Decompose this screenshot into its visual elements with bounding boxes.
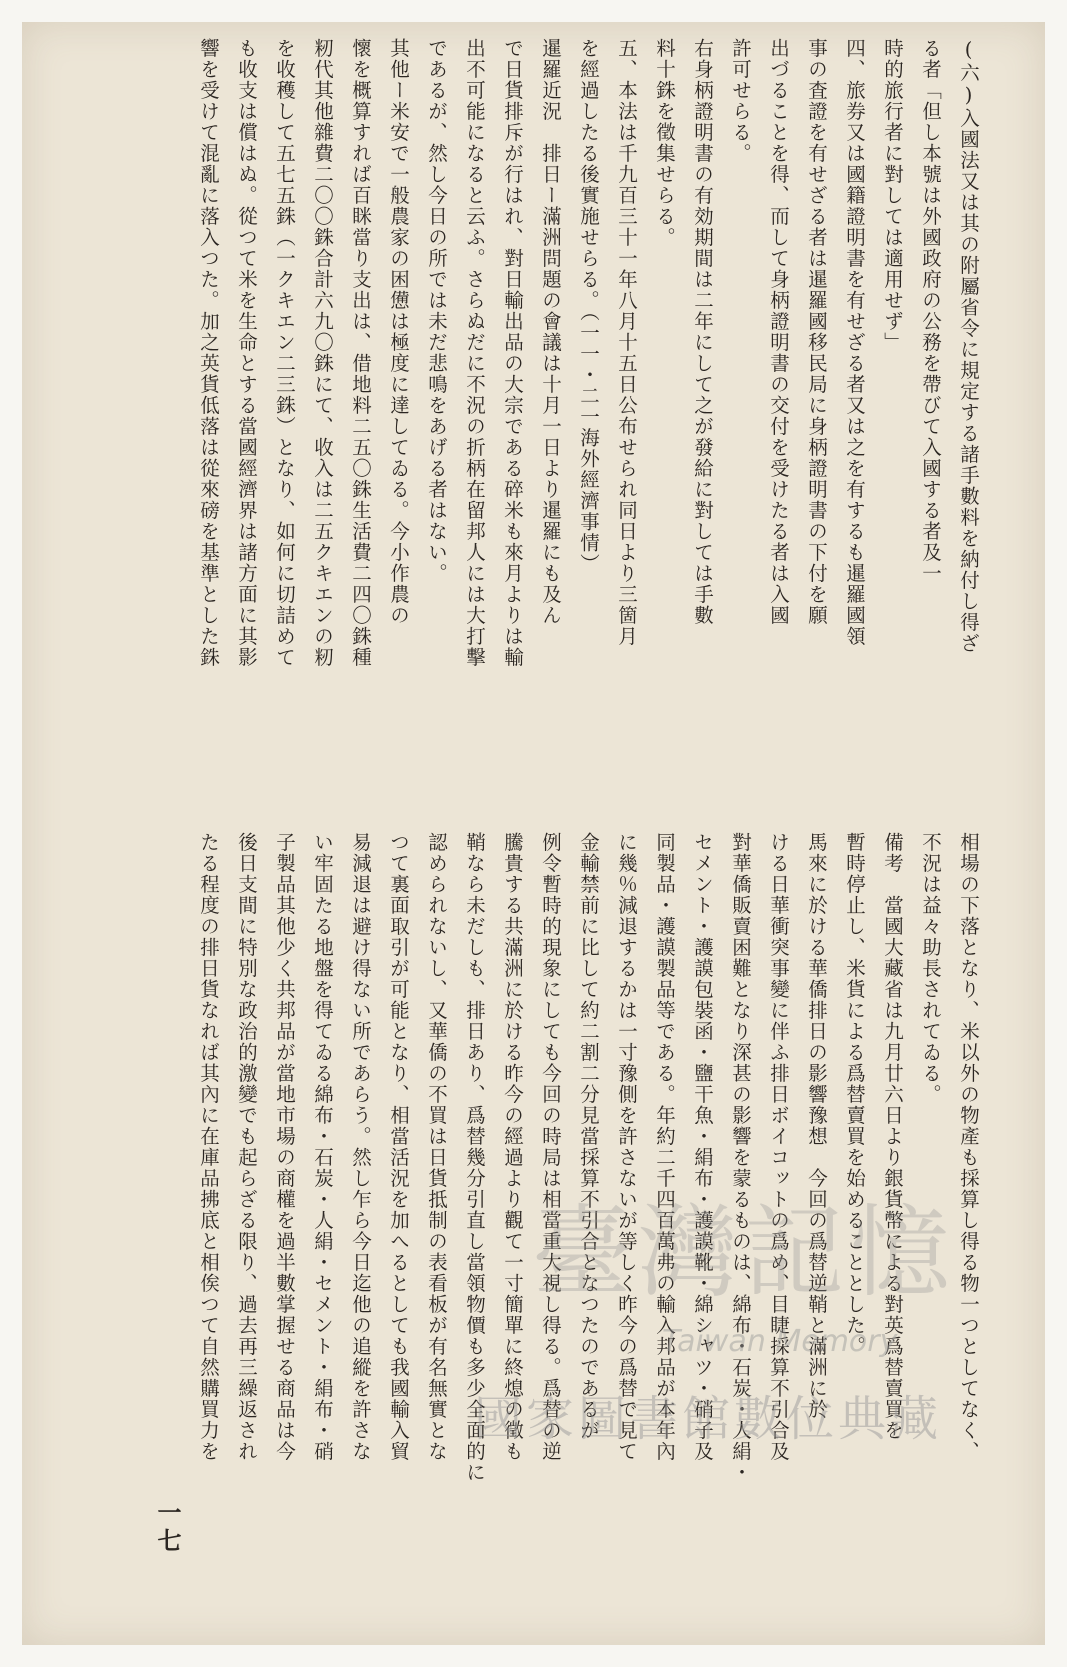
- text-column: であるが、然し今日の所では未だ悲鳴をあげる者はない。: [425, 38, 448, 584]
- text-column: つて裏面取引が可能となり、相當活況を加へるとしても我國輸入貿: [387, 832, 410, 1462]
- text-column: を收穫して五七五銖（一クキエン二三銖）となり、如何に切詰めて: [273, 38, 296, 668]
- text-column: 籾代其他雜費二〇〇銖合計六九〇銖にて、收入は二五クキエンの籾: [311, 38, 334, 668]
- text-column: も收支は償はぬ。從つて米を生命とする當國經濟界は諸方面に其影: [235, 38, 258, 668]
- text-column: 不況は益々助長されてゐる。: [919, 832, 942, 1105]
- text-column: 後日支間に特別な政治的激變でも起らざる限り、過去再三繰返され: [235, 832, 258, 1462]
- text-column: ける日華衝突事變に伴ふ排日ボイコットの爲め、目睫採算不引合及: [767, 832, 790, 1462]
- text-column: 時的旅行者に對しては適用せず」: [881, 38, 904, 353]
- text-column: に幾％減退するかは一寸豫側を許さないが等しく昨今の爲替で見て: [615, 832, 638, 1462]
- page-number: 一七: [153, 1500, 182, 1556]
- text-column: 其他ー米安で一般農家の困憊は極度に達してゐる。今小作農の: [387, 38, 410, 626]
- text-column: 備考 當國大藏省は九月廿六日より銀貨幣による對英爲替賣買を: [881, 832, 904, 1441]
- text-column: セメント・護謨包裝函・鹽干魚・絹布・護謨靴・綿シャツ・硝子及: [691, 832, 714, 1462]
- text-column: 例令暫時的現象にしても今回の時局は相當重大視し得る。爲替の逆: [539, 832, 562, 1462]
- text-column: 金輸禁前に比して約二割二分見當採算不引合となつたのであるが: [577, 832, 600, 1441]
- text-column: で日貨排斥が行はれ、對日輸出品の大宗である碎米も來月よりは輸: [501, 38, 524, 668]
- text-column: 馬來に於ける華僑排日の影響豫想 今回の爲替逆鞘と滿洲に於: [805, 832, 828, 1420]
- watermark-english: Taiwan Memory: [662, 1324, 898, 1359]
- text-column: 五、本法は千九百三十一年八月十五日公布せられ同日より三箇月: [615, 38, 638, 647]
- text-column: 響を受けて混亂に落入つた。加之英貨低落は從來磅を基準とした銖: [197, 38, 220, 668]
- text-column: 認められないし、又華僑の不買は日貨抵制の表看板が有名無實とな: [425, 832, 448, 1462]
- text-column: る者「但し本號は外國政府の公務を帶びて入國する者及一: [919, 38, 942, 584]
- document-page: [22, 22, 1045, 1645]
- text-column: 子製品其他少く共邦品が當地市場の商權を過半數掌握せる商品は今: [273, 832, 296, 1462]
- text-column: 對華僑販賣困難となり深甚の影響を蒙るものは、綿布・石炭・人絹・: [729, 832, 752, 1483]
- text-column: 右身柄證明書の有効期間は二年にして之が發給に對しては手數: [691, 38, 714, 626]
- text-column: 易減退は避け得ない所であらう。然し乍ら今日迄他の追縱を許さな: [349, 832, 372, 1462]
- text-column: 同製品・護謨製品等である。年約二千四百萬弗の輸入邦品が本年內: [653, 832, 676, 1462]
- text-column: たる程度の排日貨なれば其內に在庫品拂底と相俟つて自然購買力を: [197, 832, 220, 1462]
- text-column: 出づることを得、而して身柄證明書の交付を受けたる者は入國: [767, 38, 790, 626]
- text-column: 相場の下落となり、米以外の物產も採算し得る物一つとしてなく、: [957, 832, 980, 1462]
- text-column: 許可せらる。: [729, 38, 752, 164]
- text-column: 事の査證を有せざる者は暹羅國移民局に身柄證明書の下付を願: [805, 38, 828, 626]
- text-column: 暫時停止し、米貨による爲替賣買を始めることとした。: [843, 832, 866, 1357]
- watermark-library-name: 國家圖書館數位典藏: [474, 1391, 943, 1447]
- upper-text-block: [189, 38, 987, 788]
- text-column: (六)入國法又は其の附屬省令に規定する諸手數料を納付し得ざ: [957, 38, 980, 654]
- watermark-logo-text: 臺灣記憶: [532, 1194, 956, 1311]
- text-column: 懷を概算すれば百眯當り支出は、借地料二五〇銖生活費二四〇銖種: [349, 38, 372, 668]
- text-column: 騰貴する共滿洲に於ける昨今の經過より觀て一寸簡單に終熄の徵も: [501, 832, 524, 1462]
- text-column: 出不可能になると云ふ。さらぬだに不況の折柄在留邦人には大打擊: [463, 38, 486, 668]
- text-column: い牢固たる地盤を得てゐる綿布・石炭・人絹・セメント・絹布・硝: [311, 832, 334, 1462]
- text-column: 暹羅近況 排日ー滿洲問題の會議は十月一日より暹羅にも及ん: [539, 38, 562, 626]
- text-column: 鞘なら未だしも、排日あり、爲替幾分引直し當領物價も多少全面的に: [463, 832, 486, 1483]
- text-column: 四、旅券又は國籍證明書を有せざる者又は之を有するも暹羅國領: [843, 38, 866, 647]
- text-column: を經過したる後實施せらる。（一一・二一海外經濟事情）: [577, 38, 600, 575]
- text-column: 料十銖を徵集せらる。: [653, 38, 676, 248]
